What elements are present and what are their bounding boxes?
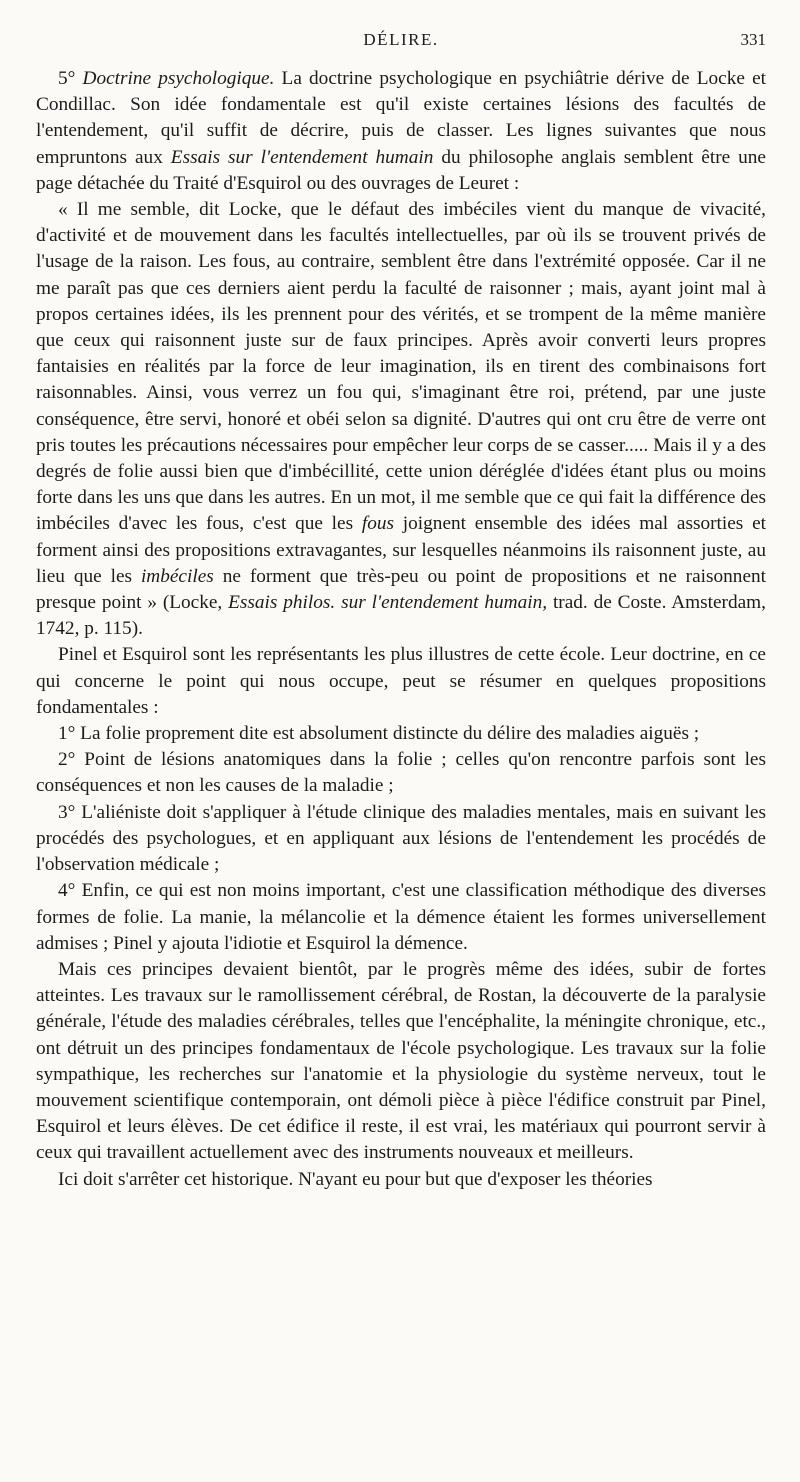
paragraph-locke-quote <box>36 197 766 642</box>
running-title: DÉLIRE. <box>363 30 439 49</box>
list-item-1: 1° La folie proprement dite est absolument distincte du délire des maladies aiguës ; <box>58 723 700 745</box>
text-run: joignent ensemble des idées mal assorties et forment ainsi des propositions extravagantes, sur lesquelles néanmoins ils raisonnent juste, au lieu que les <box>36 513 766 587</box>
list-item-2: 2° Point de lésions anatomiques dans la folie ; celles qu'on rencontre parfois sont les conséquences et non les causes de la maladie ; <box>36 749 766 797</box>
paragraph-pinel-esquirol: Pinel et Esquirol sont les représentants les plus illustres de cette école. Leur doctrine, en ce qui concerne le point qui nous occupe, peut se résumer en quelques propositions fondamentales : <box>36 644 766 718</box>
paragraph-conclusion: Ici doit s'arrêter cet historique. N'ayant eu pour but que d'exposer les théories <box>58 1168 653 1190</box>
text-run: du philosophe anglais semblent être une page détachée du Traité d'Esquirol ou des ouvrages de Leuret : <box>36 146 766 194</box>
emphasis: fous <box>361 513 395 535</box>
text-run: ne forment que très-peu ou point de propositions et ne raisonnent presque point » (Locke, <box>36 565 766 614</box>
section-heading: Doctrine psychologique. <box>82 68 275 89</box>
list-item-4: 4° Enfin, ce qui est non moins important, c'est une classification méthodique des diverses formes de folie. La manie, la mélancolie et la démence étaient les formes universellement admises ; Pinel y ajouta l'idiotie et Esquirol la démence. <box>36 880 766 954</box>
section-number: 5° <box>58 68 76 89</box>
page-number: 331 <box>740 30 766 49</box>
text-run: « Il me semble, dit Locke, que le défaut des imbéciles vient du manque de vivacité, d'activité et de mouvement dans les facultés intellectuelles, par où ils se trouvent privés de l'usage de la raison. Les fous, au contraire, semblent être dans l'extrémité opposée. Car il ne me paraît pas que ces derniers aient perdu la faculté de raisonner ; mais, ayant joint mal à propos certaines idées, ils les prennent pour des vérités, et se trompent de la même manière que ceux qui raisonnent juste sur de faux principes. Après avoir converti leurs propres fantaisies en réalités par la force de leur imagination, ils en tirent des combinaisons fort raisonnables. Ainsi, vous verrez un fou qui, s'imaginant être roi, prétend, par une juste conséquence, être servi, honoré et obéi selon sa dignité. D'autres qui ont cru être de verre ont pris toutes les précautions nécessaires pour empêcher leur corps de se casser..... Mais il y a des degrés de folie aussi bien que d'imbécillité, cette union déréglée d'idées étant plus ou moins forte dans les uns que dans les autres. En un mot, il me semble que ce qui fait la différence des imbéciles d'avec les fous, c'est que les <box>36 199 766 535</box>
paragraph-psychological-doctrine <box>36 66 766 197</box>
page-header <box>36 30 766 58</box>
book-title: Essais sur l'entendement humain <box>170 146 434 168</box>
text-run: La doctrine psychologique en psychiâtrie dérive de Locke et Condillac. Son idée fondamentale est qu'il existe certaines lésions des facultés de l'entendement, qu'il suffit de décrire, puis de classer. Les lignes suivantes que nous empruntons aux <box>36 68 766 168</box>
list-item-3: 3° L'aliéniste doit s'appliquer à l'étude clinique des maladies mentales, mais en suivant les procédés des psychologues, et en appliquant aux lésions de l'entendement les procédés de l'observation médicale ; <box>36 801 766 876</box>
text-run: trad. de Coste. Amsterdam, 1742, p. 115). <box>36 592 766 640</box>
paragraph-principles: Mais ces principes devaient bientôt, par le progrès même des idées, subir de fortes atteintes. Les travaux sur le ramollissement cérébral, de Rostan, la découverte de la paralysie générale, l'étude des maladies cérébrales, telles que l'encéphalite, la méningite chronique, etc., ont détruit un des principes fondamentaux de l'école psychologique. Les travaux sur la folie sympathique, les recherches sur l'anatomie et la physiologie du système nerveux, tout le mouvement scientifique contemporain, ont démoli pièce à pièce l'édifice construit par Pinel, Esquirol et leurs élèves. De cet édifice il reste, il est vrai, les matériaux qui pourront servir à ceux qui travaillent actuellement avec des instruments nouveaux et meilleurs. <box>36 958 766 1164</box>
body-text <box>36 66 766 1193</box>
citation-title: Essais philos. sur l'entendement humain, <box>228 592 548 614</box>
emphasis: imbéciles <box>140 565 214 587</box>
